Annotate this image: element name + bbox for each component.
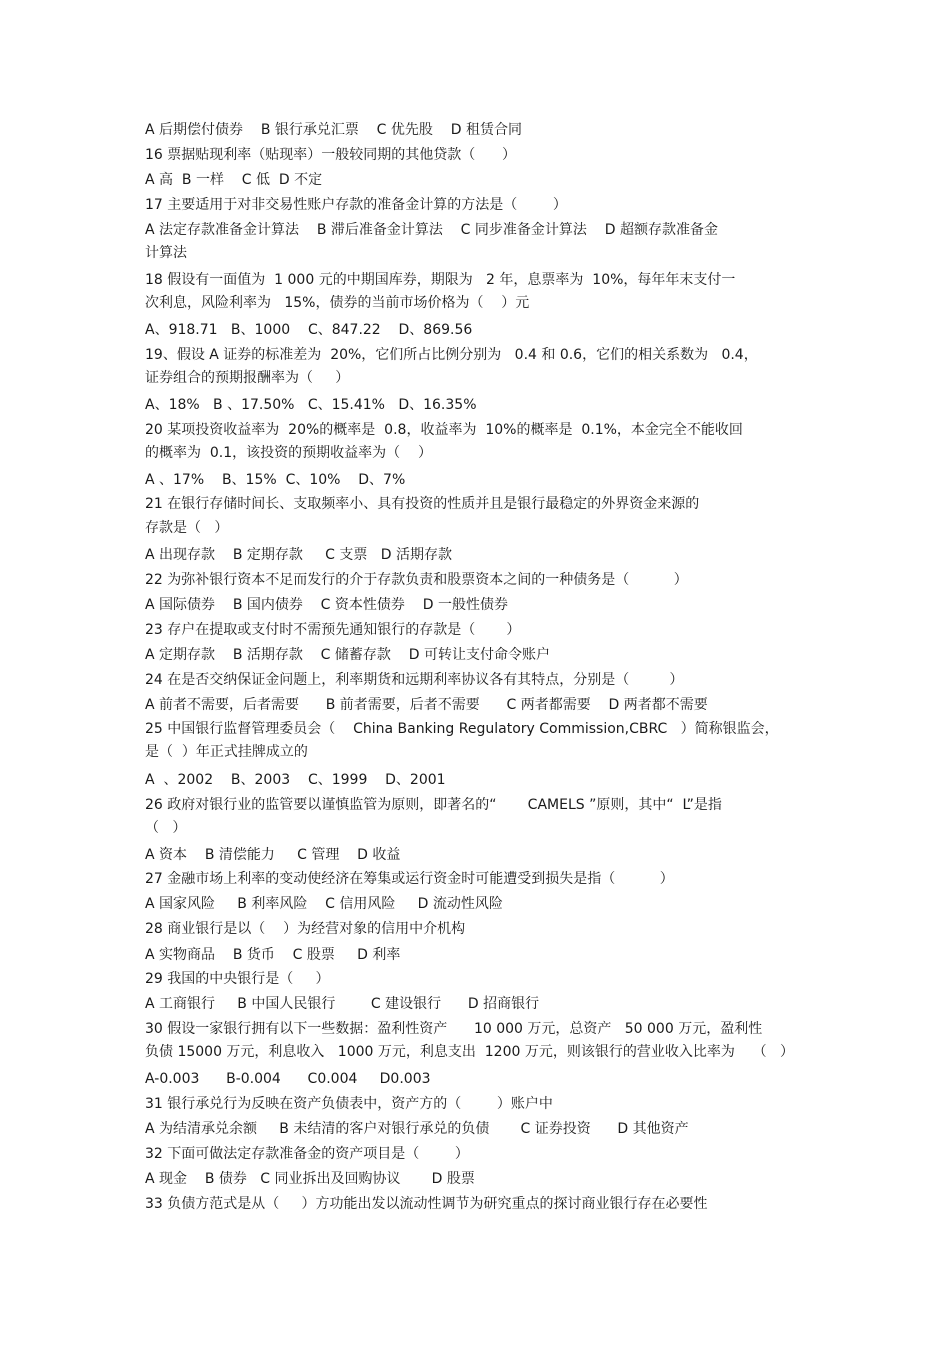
- text-line: A 、2002 B、2003 C、1999 D、2001: [145, 772, 446, 788]
- text-line: A、918.71 B、1000 C、847.22 D、869.56: [145, 322, 473, 338]
- text-line: A 、17% B、15% C、10% D、7%: [145, 472, 406, 488]
- text-line: 证券组合的预期报酬率为（ ）: [145, 370, 350, 386]
- text-line: A 国家风险 B 利率风险 C 信用风险 D 流动性风险: [145, 896, 503, 912]
- text-line: A 实物商品 B 货币 C 股票 D 利率: [145, 947, 401, 963]
- text-line: 19、假设 A 证券的标准差为 20%，它们所占比例分别为 0.4 和 0.6，它们的相关系数为 0.4，: [145, 347, 758, 363]
- text-line: 21 在银行存储时间长、支取频率小、具有投资的性质并且是银行最稳定的外界资金来源的: [145, 496, 700, 512]
- text-line: A 为结清承兑余额 B 未结清的客户对银行承兑的负债 C 证券投资 D 其他资产: [145, 1121, 689, 1137]
- text-line: 23 存户在提取或支付时不需预先通知银行的存款是（ ）: [145, 622, 521, 638]
- text-line: 32 下面可做法定存款准备金的资产项目是（ ）: [145, 1146, 469, 1162]
- text-line: A-0.003 B-0.004 C0.004 D0.003: [145, 1071, 431, 1087]
- text-line: A 后期偿付债券 B 银行承兑汇票 C 优先股 D 租赁合同: [145, 122, 522, 138]
- text-line: A 资本 B 清偿能力 C 管理 D 收益: [145, 847, 401, 863]
- text-line: 是（ ）年正式挂牌成立的: [145, 744, 308, 760]
- text-line: A、18% B 、17.50% C、15.41% D、16.35%: [145, 397, 477, 413]
- text-line: 22 为弥补银行资本不足而发行的介于存款负责和股票资本之间的一种债务是（ ）: [145, 572, 688, 588]
- text-line: 17 主要适用于对非交易性账户存款的准备金计算的方法是（ ）: [145, 197, 567, 213]
- text-line: 29 我国的中央银行是（ ）: [145, 971, 330, 987]
- text-line: 30 假设一家银行拥有以下一些数据：盈利性资产 10 000 万元，总资产 50 000 万元，盈利性: [145, 1021, 763, 1037]
- text-line: A 定期存款 B 活期存款 C 储蓄存款 D 可转让支付命令账户: [145, 647, 550, 663]
- text-line: 存款是（ ）: [145, 520, 229, 536]
- text-line: 27 金融市场上利率的变动使经济在筹集或运行资金时可能遭受到损失是指（ ）: [145, 871, 674, 887]
- text-line: A 法定存款准备金计算法 B 滞后准备金计算法 C 同步准备金计算法 D 超额存款准备金: [145, 222, 718, 238]
- text-line: 次利息，风险利率为 15%，债券的当前市场价格为（ ）元: [145, 295, 530, 311]
- text-line: 计算法: [145, 245, 187, 261]
- text-line: 25 中国银行监督管理委员会（ China Banking Regulatory Commission,CBRC ）简称银监会，: [145, 721, 779, 737]
- text-line: A 国际债券 B 国内债券 C 资本性债券 D 一般性债券: [145, 597, 508, 613]
- text-line: 20 某项投资收益率为 20%的概率是 0.8，收益率为 10%的概率是 0.1%，本金完全不能收回: [145, 422, 743, 438]
- text-line: A 前者不需要，后者需要 B 前者需要，后者不需要 C 两者都需要 D 两者都不需要: [145, 697, 708, 713]
- text-line: （ ）: [145, 820, 187, 836]
- text-line: 16 票据贴现利率（贴现率）一般较同期的其他贷款（ ）: [145, 147, 516, 163]
- text-line: 26 政府对银行业的监管要以谨慎监管为原则，即著名的“ CAMELS ”原则，其中“ L”是指: [145, 797, 722, 813]
- text-line: 24 在是否交纳保证金问题上，利率期货和远期利率协议各有其特点，分别是（ ）: [145, 672, 684, 688]
- text-line: 18 假设有一面值为 1 000 元的中期国库券，期限为 2 年，息票率为 10%，每年年末支付一: [145, 272, 736, 288]
- text-line: 的概率为 0.1，该投资的预期收益率为（ ）: [145, 445, 432, 461]
- text-line: 28 商业银行是以（ ）为经营对象的信用中介机构: [145, 921, 466, 937]
- text-line: 31 银行承兑行为反映在资产负债表中，资产方的（ ）账户中: [145, 1096, 553, 1112]
- text-line: A 工商银行 B 中国人民银行 C 建设银行 D 招商银行: [145, 996, 540, 1012]
- text-line: A 出现存款 B 定期存款 C 支票 D 活期存款: [145, 547, 452, 563]
- text-line: A 现金 B 债券 C 同业拆出及回购协议 D 股票: [145, 1171, 475, 1187]
- text-line: 负债 15000 万元，利息收入 1000 万元，利息支出 1200 万元，则该银行的营业收入比率为 （ ）: [145, 1044, 794, 1060]
- text-line: 33 负债方范式是从（ ）方功能出发以流动性调节为研究重点的探讨商业银行存在必要性: [145, 1196, 708, 1212]
- text-line: A 高 B 一样 C 低 D 不定: [145, 172, 323, 188]
